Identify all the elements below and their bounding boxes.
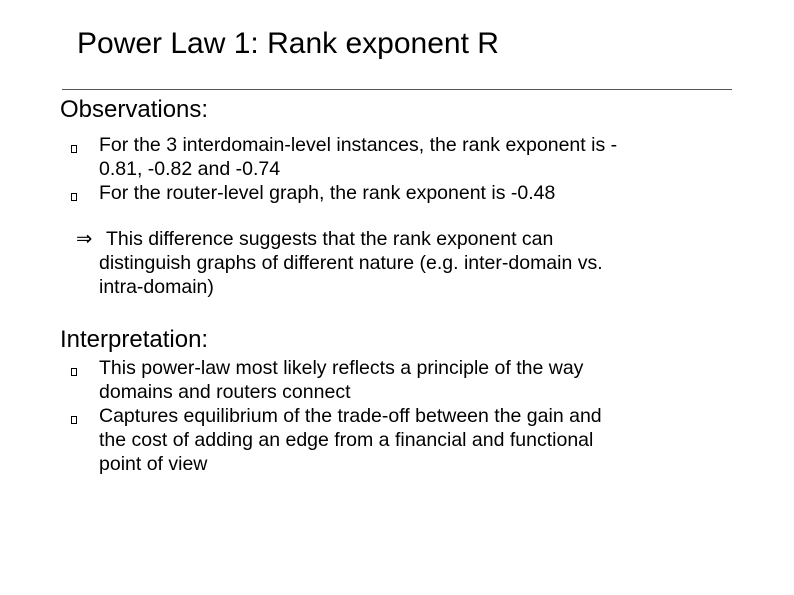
observation-item-1-line-2: 0.81, -0.82 and -0.74 <box>99 158 281 180</box>
interpretation-item-1-line-2: domains and routers connect <box>99 381 351 403</box>
bullet-icon <box>71 368 77 376</box>
implication-line-1: This difference suggests that the rank exponent can <box>106 228 554 250</box>
observation-item-2-line-1: For the router-level graph, the rank exponent is -0.48 <box>99 182 556 204</box>
interpretation-item-2-line-3: point of view <box>99 453 208 475</box>
implication-line-3: intra-domain) <box>99 276 214 298</box>
interpretation-item-2-line-2: the cost of adding an edge from a financial and functional <box>99 429 594 451</box>
implication-line-2: distinguish graphs of different nature (e.g. inter-domain vs. <box>99 252 603 274</box>
bullet-icon <box>71 145 77 153</box>
title-divider <box>62 89 732 90</box>
implies-icon: ⇒ <box>76 228 93 250</box>
observations-heading: Observations: <box>60 96 209 123</box>
interpretation-item-1-line-1: This power-law most likely reflects a principle of the way <box>99 357 584 379</box>
observation-item-1-line-1: For the 3 interdomain-level instances, the rank exponent is - <box>99 134 618 156</box>
slide-title: Power Law 1: Rank exponent R <box>77 27 499 60</box>
bullet-icon <box>71 193 77 201</box>
interpretation-heading: Interpretation: <box>60 326 209 353</box>
bullet-icon <box>71 416 77 424</box>
interpretation-item-2-line-1: Captures equilibrium of the trade-off between the gain and <box>99 405 602 427</box>
